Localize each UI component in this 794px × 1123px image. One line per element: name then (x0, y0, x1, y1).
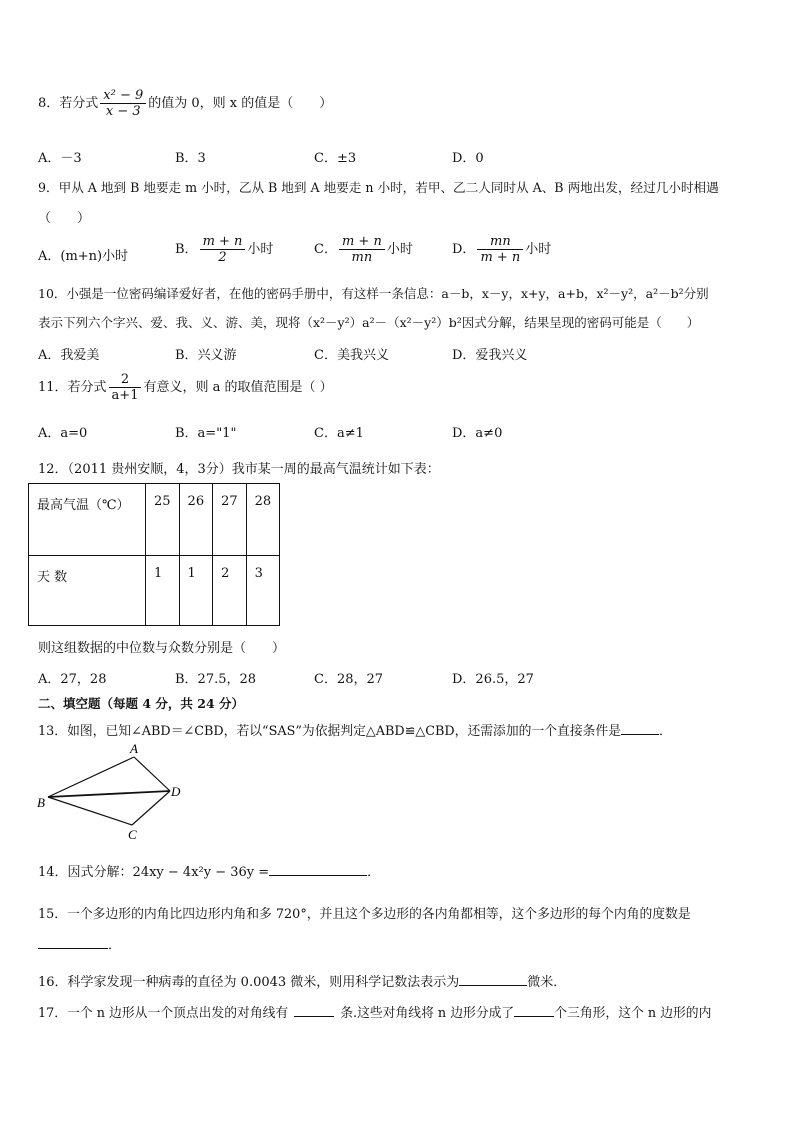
q9-option-d-unit: 小时 (525, 242, 552, 257)
segment-cd (132, 791, 170, 825)
q11-prefix: 11．若分式 (38, 380, 107, 395)
q11-option-d: D．a≠0 (452, 426, 503, 441)
q17-part-1: 17．一个 n 边形从一个顶点出发的对角线有 (38, 1006, 289, 1021)
q9-option-c-label: C． (314, 242, 337, 257)
table-cell: 26 (179, 484, 213, 556)
segment-bc (48, 797, 132, 825)
q11-option-a: A．a=0 (38, 426, 88, 441)
q11-option-c: C．a≠1 (314, 426, 364, 441)
q12-line-2: 则这组数据的中位数与众数分别是（ ） (38, 641, 286, 656)
table-row (29, 484, 280, 556)
q12-option-d: D．26.5，27 (452, 672, 534, 687)
q8-fraction (100, 88, 146, 119)
q9-option-c-unit: 小时 (386, 242, 413, 257)
question-8 (38, 88, 332, 119)
segment-ad (134, 757, 170, 791)
q9-option-c-fraction (339, 234, 385, 265)
table-cell: 3 (246, 556, 280, 626)
table-cell: 25 (146, 484, 180, 556)
q12-option-c: C．28，27 (314, 672, 384, 687)
q10-option-b: B．兴义游 (175, 348, 237, 363)
table-cell: 27 (213, 484, 247, 556)
q15-end: ． (108, 938, 122, 953)
q11-fraction (109, 372, 142, 403)
q15-line-1: 15．一个多边形的内角比四边形内角和多 720°，并且这个多边形的各内角都相等，这个多边形的每个内角的度数是 (38, 907, 691, 922)
q15-line-2 (38, 934, 121, 953)
q9-option-d-denominator: m + n (480, 250, 521, 265)
q8-option-a: A．－3 (38, 151, 82, 166)
segment-bd (48, 791, 170, 797)
q9-option-c (314, 234, 413, 265)
q13-text: 13．如图，已知∠ABD＝∠CBD，若以“SAS”为依据判定△ABD≌△CBD，还需添加的一个直接条件是 (38, 724, 622, 739)
q10-option-d: D．爱我兴义 (452, 348, 528, 363)
q17-answer-blank-1[interactable] (294, 1004, 334, 1017)
section-2-title: 二、填空题（每题 4 分，共 24 分） (38, 696, 245, 711)
q8-option-d: D．0 (452, 151, 484, 166)
table-cell: 2 (213, 556, 247, 626)
q12-option-b: B．27.5，28 (175, 672, 257, 687)
q8-fraction-numerator: x² − 9 (100, 88, 146, 104)
q8-option-c: C．±3 (314, 151, 357, 166)
q16-text: 16．科学家发现一种病毒的直径为 0.0043 微米，则用科学记数法表示为 (38, 975, 460, 990)
q9-option-b (175, 234, 273, 265)
q9-option-d (452, 234, 551, 265)
q9-option-c-denominator: mn (351, 250, 373, 265)
q14-text: 14．因式分解：24xy − 4x²y − 36y = (38, 865, 270, 880)
q9-line-1: 9．甲从 A 地到 B 地要走 m 小时，乙从 B 地到 A 地要走 n 小时，若甲、乙二人同时从 A、B 两地出发，经过几小时相遇 (38, 180, 719, 195)
vertex-label-b: B (37, 795, 45, 810)
q12-option-a: A．27，28 (38, 672, 107, 687)
q10-line-1: 10．小强是一位密码编译爱好者，在他的密码手册中，有这样一条信息：a－b，x－y，x+y，a+b，x²－y²，a²－b²分别 (38, 286, 709, 301)
q9-option-b-denominator: 2 (218, 250, 227, 265)
vertex-label-c: C (128, 827, 137, 840)
q10-option-a: A．我爱美 (38, 348, 100, 363)
q8-fraction-denominator: x − 3 (105, 104, 141, 119)
q9-option-b-unit: 小时 (247, 242, 274, 257)
q11-option-b: B．a="1" (175, 426, 237, 441)
q13-answer-blank[interactable] (621, 722, 659, 735)
q17-answer-blank-2[interactable] (514, 1004, 554, 1017)
q8-prefix: 8．若分式 (38, 96, 99, 111)
q14-end: ． (367, 865, 381, 880)
q8-suffix: 的值为 0，则 x 的值是（ ） (148, 96, 333, 111)
table-cell: 最高气温（℃） (29, 484, 146, 556)
q16-unit: 微米． (527, 975, 567, 990)
question-13 (38, 720, 672, 739)
question-17 (38, 1002, 711, 1021)
table-row (29, 556, 280, 626)
temperature-table (28, 483, 280, 626)
q9-option-d-label: D． (452, 242, 476, 257)
q9-option-d-numerator: mn (477, 234, 523, 250)
q9-option-d-fraction (477, 234, 523, 265)
q15-answer-blank[interactable] (38, 936, 108, 949)
vertex-label-a: A (130, 741, 138, 756)
q9-option-c-numerator: m + n (339, 234, 385, 250)
q9-option-b-fraction (200, 234, 246, 265)
q11-fraction-numerator: 2 (109, 372, 142, 388)
q13-end: ． (659, 724, 672, 739)
q12-line-1: 12．（2011 贵州安顺，4，3分）我市某一周的最高气温统计如下表： (38, 462, 440, 477)
table-cell: 天 数 (29, 556, 146, 626)
segment-ba (48, 757, 134, 797)
q9-option-a: A．(m+n)小时 (38, 249, 129, 264)
q17-part-3: 个三角形，这个 n 边形的内 (554, 1006, 712, 1021)
q9-option-b-numerator: m + n (200, 234, 246, 250)
table-cell: 1 (146, 556, 180, 626)
q9-line-2: （ ） (38, 211, 91, 226)
vertex-label-d: D (171, 784, 181, 799)
question-11 (38, 372, 333, 403)
q17-part-2: 条.这些对角线将 n 边形分成了 (340, 1006, 515, 1021)
table-cell: 1 (179, 556, 213, 626)
q16-answer-blank[interactable] (459, 973, 527, 986)
triangle-figure (30, 740, 190, 840)
question-16 (38, 971, 566, 990)
q8-option-b: B．3 (175, 151, 206, 166)
question-14 (38, 861, 380, 880)
q14-answer-blank[interactable] (269, 863, 367, 876)
q9-option-b-label: B． (175, 242, 198, 257)
q10-line-2: 表示下列六个字兴、爱、我、义、游、美，现将（x²－y²）a²－（x²－y²）b²因式分解，结果呈现的密码可能是（ ） (38, 315, 700, 330)
q10-option-c: C．美我兴义 (314, 348, 389, 363)
q11-suffix: 有意义，则 a 的取值范围是（ ） (143, 380, 333, 395)
q11-fraction-denominator: a+1 (111, 388, 139, 403)
table-cell: 28 (246, 484, 280, 556)
